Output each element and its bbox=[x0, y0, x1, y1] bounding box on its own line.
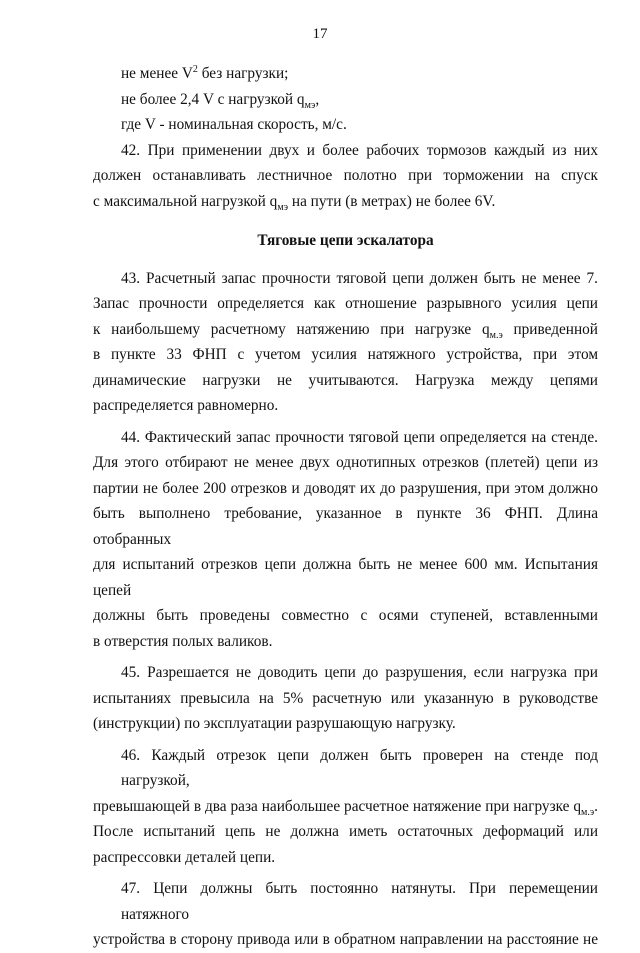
superscript: 2 bbox=[192, 63, 198, 75]
text-line: 46. Каждый отрезок цепи должен быть проверен на стенде под нагрузкой, bbox=[121, 746, 598, 789]
text-fragment: приведенной bbox=[502, 320, 598, 338]
text-line: в пункте 33 ФНП с учетом усилия натяжного устройства, при этом bbox=[93, 346, 598, 363]
page-number: 17 bbox=[312, 26, 328, 42]
paragraph-47 bbox=[93, 876, 598, 953]
text-fragment: с максимальной нагрузкой q bbox=[93, 192, 278, 210]
subscript: мэ bbox=[304, 99, 316, 111]
subscript: м.э bbox=[581, 806, 595, 818]
section-heading: Тяговые цепи эскалатора bbox=[257, 232, 434, 249]
document-body bbox=[93, 61, 598, 953]
text-line: 47. Цепи должны быть постоянно натянуты. При перемещении натяжного bbox=[121, 880, 598, 923]
text-fragment: превышающей в два раза наибольшее расчетное натяжение при нагрузке q bbox=[93, 797, 582, 815]
text-line: должен останавливать лестничное полотно при торможении на спуск bbox=[93, 167, 598, 184]
text-fragment: , bbox=[315, 90, 320, 108]
text-line: (инструкции) по эксплуатации разрушающую нагрузку. bbox=[93, 715, 456, 732]
text-line: распределяется равномерно. bbox=[93, 397, 279, 414]
text-fragment: без нагрузки; bbox=[197, 65, 289, 82]
text-line bbox=[93, 317, 598, 343]
text-line: испытаниях превысила на 5% расчетную или указанную в руководстве bbox=[93, 689, 598, 707]
text-line: в отверстия полых валиков. bbox=[93, 632, 273, 650]
text-fragment: на пути (в метрах) не более 6V. bbox=[288, 192, 496, 210]
paragraph-44 bbox=[93, 425, 598, 655]
text-line: должны быть проведены совместно с осями ступеней, вставленными bbox=[93, 607, 598, 624]
text-fragment: . bbox=[594, 797, 598, 815]
text-fragment: не менее V bbox=[121, 65, 193, 82]
text-line bbox=[93, 87, 598, 113]
text-line bbox=[93, 794, 598, 820]
subscript: мэ bbox=[277, 201, 289, 213]
text-line: 45. Разрешается не доводить цепи до разрушения, если нагрузка при bbox=[121, 664, 598, 681]
text-line: распрессовки деталей цепи. bbox=[93, 848, 276, 866]
text-line: 43. Расчетный запас прочности тяговой цепи должен быть не менее 7. bbox=[121, 269, 598, 287]
paragraph-45 bbox=[93, 660, 598, 737]
paragraph-43 bbox=[93, 266, 598, 419]
text-line: 44. Фактический запас прочности тяговой цепи определяется на стенде. bbox=[121, 428, 598, 446]
text-line: партии не более 200 отрезков и доводят их до разрушения, при этом должно bbox=[93, 479, 598, 497]
text-line: 42. При применении двух и более рабочих тормозов каждый из них bbox=[121, 141, 598, 159]
text-line: Запас прочности определяется как отношение разрывного усилия цепи bbox=[93, 295, 598, 312]
text-line: устройства в сторону привода или в обратном направлении на расстояние не bbox=[93, 931, 598, 948]
text-line bbox=[93, 189, 598, 215]
text-line: где V - номинальная скорость, м/с. bbox=[121, 116, 347, 133]
text-line: После испытаний цепь не должна иметь остаточных деформаций или bbox=[93, 823, 598, 840]
intro-block bbox=[93, 61, 598, 138]
text-fragment: к наибольшему расчетному натяжению при нагрузке q bbox=[93, 320, 490, 338]
text-line bbox=[93, 61, 598, 87]
subscript: м.э bbox=[489, 329, 503, 341]
text-line: быть выполнено требование, указанное в пункте 36 ФНП. Длина отобранных bbox=[93, 505, 598, 548]
paragraph-46 bbox=[93, 743, 598, 871]
paragraph-42 bbox=[93, 138, 598, 215]
text-line: Для этого отбирают не менее двух однотипных отрезков (плетей) цепи из bbox=[93, 454, 598, 471]
text-line: для испытаний отрезков цепи должна быть не менее 600 мм. Испытания цепей bbox=[93, 556, 598, 599]
text-line: динамические нагрузки не учитываются. Нагрузка между цепями bbox=[93, 371, 598, 389]
text-fragment: не более 2,4 V с нагрузкой q bbox=[121, 90, 305, 108]
